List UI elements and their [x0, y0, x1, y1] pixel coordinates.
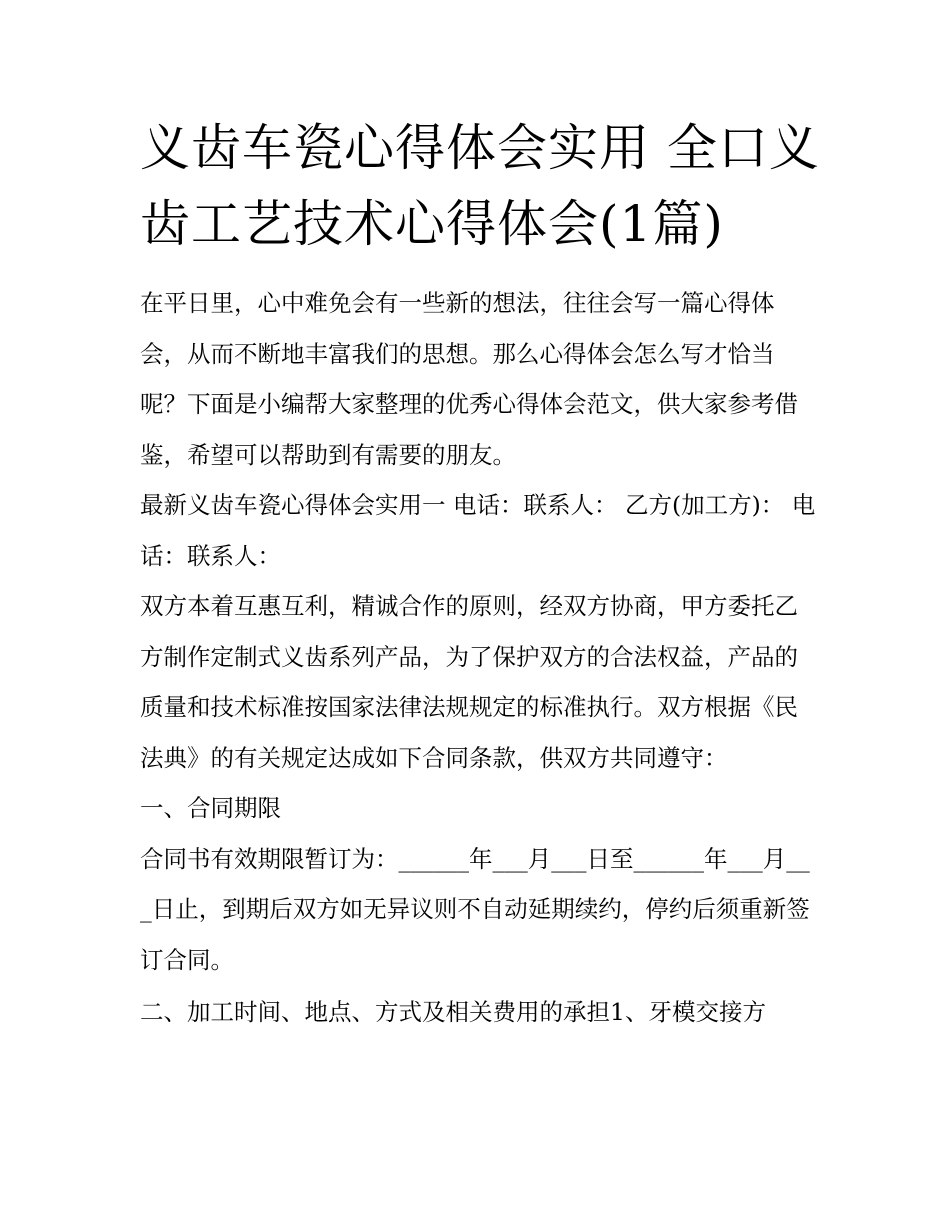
intro-paragraph: 在平日里，心中难免会有一些新的想法，往往会写一篇心得体会，从而不断地丰富我们的思想。那么心得体会怎么写才恰当呢？下面是小编帮大家整理的优秀心得体会范文，供大家参考借鉴，希望可以帮助到有需要的朋友。: [140, 289, 798, 469]
document-body: [140, 278, 816, 1038]
section-heading-processing: 二、加工时间、地点、方式及相关费用的承担1、牙模交接方: [140, 998, 766, 1026]
document-title: 义齿车瓷心得体会实用 全口义齿工艺技术心得体会(1篇): [140, 119, 820, 253]
contact-paragraph: 最新义齿车瓷心得体会实用一 电话：联系人： 乙方(加工方)： 电话：联系人：: [140, 491, 816, 570]
agreement-paragraph: 双方本着互惠互利，精诚合作的原则，经双方协商，甲方委托乙方制作定制式义齿系列产品，为了保护双方的合法权益，产品的质量和技术标准按国家法律法规规定的标准执行。双方根据《民法典》的有关规定达成如下合同条款，供双方共同遵守：: [140, 592, 798, 772]
section-heading-contract-term: 一、合同期限: [140, 794, 281, 822]
contract-term-paragraph: 合同书有效期限暂订为：______年___月___日至______年___月___日止，到期后双方如无异议则不自动延期续约，停约后须重新签订合同。: [140, 844, 810, 974]
